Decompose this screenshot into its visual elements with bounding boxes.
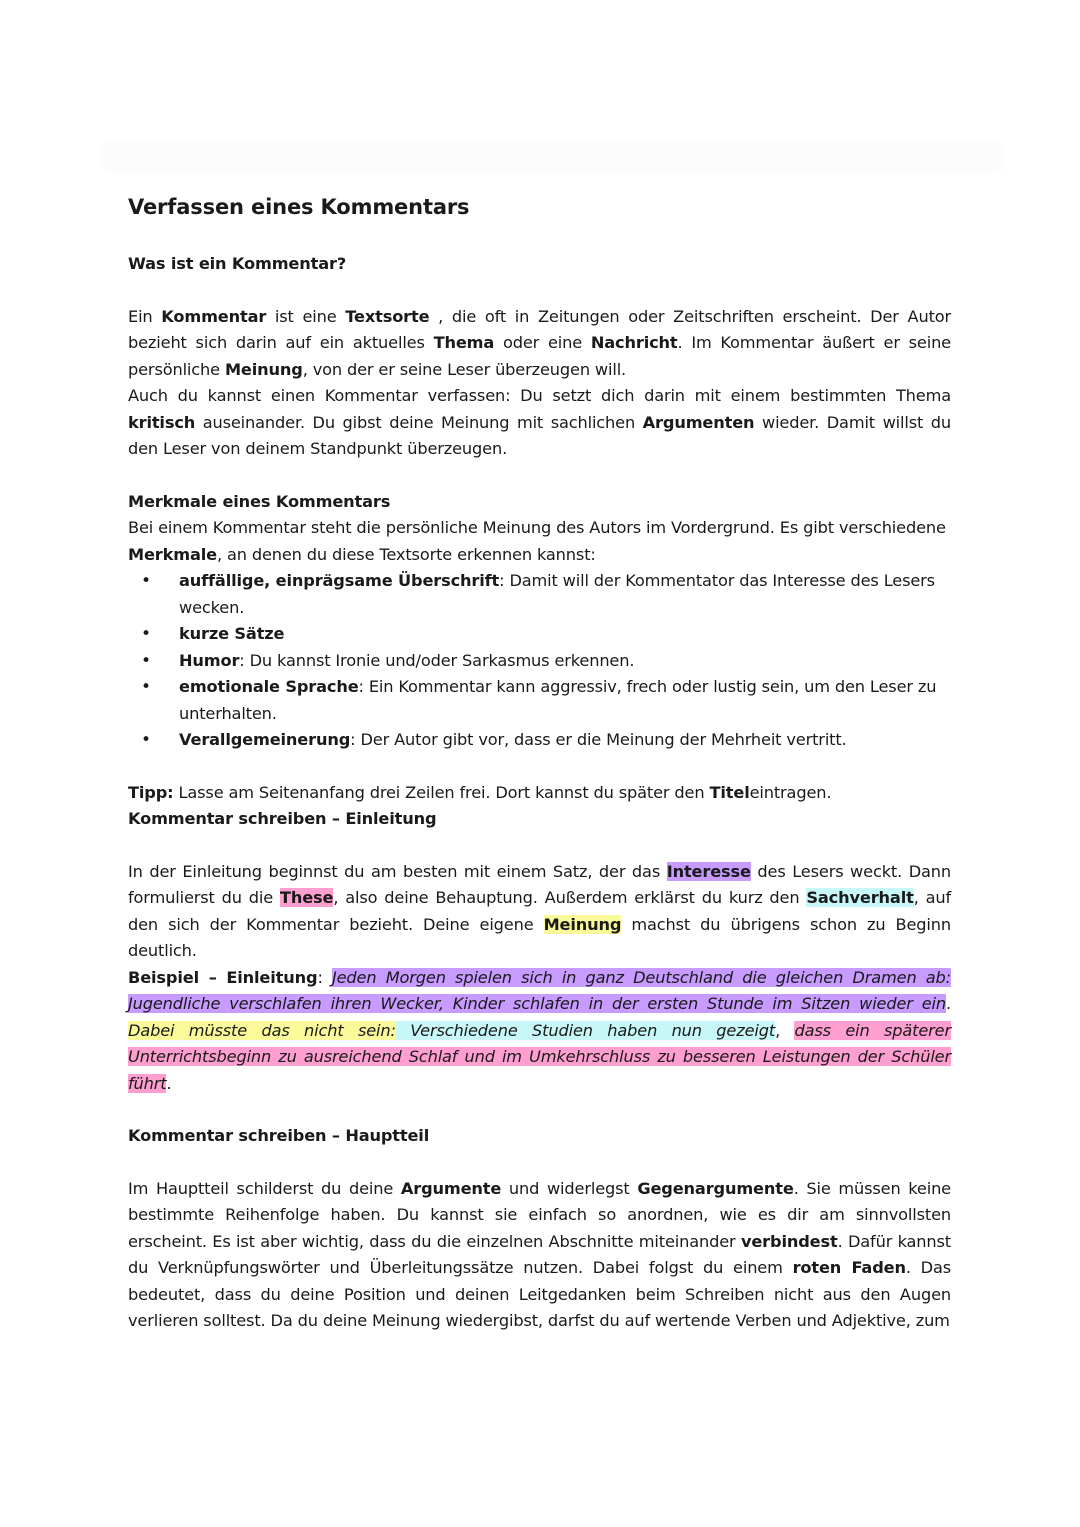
highlight-interesse: Interesse [666, 861, 751, 881]
list-item: • Humor: Du kannst Ironie und/oder Sarkasmus erkennen. [179, 648, 951, 675]
highlight-sachverhalt: Sachverhalt [806, 888, 914, 907]
tip-paragraph: Tipp: Lasse am Seitenanfang drei Zeilen frei. Dort kannst du später den Titeleintragen. [128, 782, 832, 802]
page-header-band [100, 140, 1005, 174]
section-heading-features: Merkmale eines Kommentars [128, 491, 391, 511]
definition-paragraph-2: Auch du kannst einen Kommentar verfassen: Du setzt dich darin mit einem bestimmten Thema kritisch auseinander. Du gibst deine Meinung mit sachlichen Argumenten wieder. Damit willst du den Leser von deinem Standpunkt überzeugen. [128, 386, 951, 458]
list-item: • Verallgemeinerung: Der Autor gibt vor, dass er die Meinung der Mehrheit vertritt. [179, 727, 951, 754]
section-heading-introduction: Kommentar schreiben – Einleitung [128, 809, 437, 828]
section-heading-definition: Was ist ein Kommentar? [128, 254, 347, 273]
introduction-example: Beispiel – Einleitung: Jeden Morgen spielen sich in ganz Deutschland die gleichen Dramen ab: Jugendliche verschlafen ihren Wecker, Kinder schlafen in der ersten Stunde im Sitzen wieder ein. Dabei müsste das nicht sein: Verschiedene Studien haben nun gezeigt, dass ein späterer Unterrichtsbeginn zu ausreichend Schlaf und im Umkehrschluss zu besseren Leistungen der Schüler führt. [128, 967, 951, 1093]
list-item: • emotionale Sprache: Ein Kommentar kann aggressiv, frech oder lustig sein, um den Leser zu unterhalten. [179, 674, 951, 727]
document-page [128, 190, 951, 1335]
introduction-paragraph: In der Einleitung beginnst du am besten mit einem Satz, der das Interesse des Lesers weckt. Dann formulierst du die These, also deine Behauptung. Außerdem erklärst du kurz den Sachverhalt, auf den sich der Kommentar bezieht. Deine eigene Meinung machst du übrigens schon zu Beginn deutlich. [128, 861, 952, 960]
features-list [128, 568, 951, 754]
definition-paragraph: Ein Kommentar ist eine Textsorte , die oft in Zeitungen oder Zeitschriften erscheint. Der Autor bezieht sich darin auf ein aktuelles Thema oder eine Nachricht. Im Kommentar äußert er seine persönliche Meinung, von der er seine Leser überzeugen will. [128, 306, 952, 379]
section-heading-main-part: Kommentar schreiben – Hauptteil [128, 1126, 430, 1145]
example-thesis: dass ein späterer Unterrichtsbeginn zu ausreichend Schlaf und im Umkehrschluss zu besseren Leistungen der Schüler führt [128, 1020, 951, 1093]
highlight-these: These [279, 888, 334, 907]
example-opinion: Dabei müsste das nicht sein: [128, 1020, 396, 1040]
page-title: Verfassen eines Kommentars [128, 195, 470, 219]
highlight-meinung: Meinung [543, 914, 622, 934]
example-fact: Verschiedene Studien haben nun gezeigt [410, 1020, 776, 1040]
list-item: • auffällige, einprägsame Überschrift: Damit will der Kommentator das Interesse des Lesers wecken. [179, 568, 951, 621]
list-item: • kurze Sätze [179, 621, 951, 648]
features-intro: Bei einem Kommentar steht die persönliche Meinung des Autors im Vordergrund. Es gibt verschiedene Merkmale, an denen du diese Textsorte erkennen kannst: [128, 518, 946, 564]
example-hook: Jeden Morgen spielen sich in ganz Deutschland die gleichen Dramen ab: Jugendliche verschlafen ihren Wecker, Kinder schlafen in der ersten Stunde im Sitzen wieder ein [128, 967, 951, 1013]
main-part-paragraph: Im Hauptteil schilderst du deine Argumente und widerlegst Gegenargumente. Sie müssen keine bestimmte Reihenfolge haben. Du kannst sie einfach so anordnen, wie es dir am sinnvollsten erscheint. Es ist aber wichtig, dass du die einzelnen Abschnitte miteinander verbindest. Dafür kannst du Verknüpfungswörter und Überleitungssätze nutzen. Dabei folgst du einem roten Faden. Das bedeutet, dass du deine Position und deinen Leitgedanken beim Schreiben nicht aus den Augen verlieren solltest. Da du deine Meinung wiedergibst, darfst du auf wertende Verben und Adjektive, zum [128, 1178, 952, 1330]
